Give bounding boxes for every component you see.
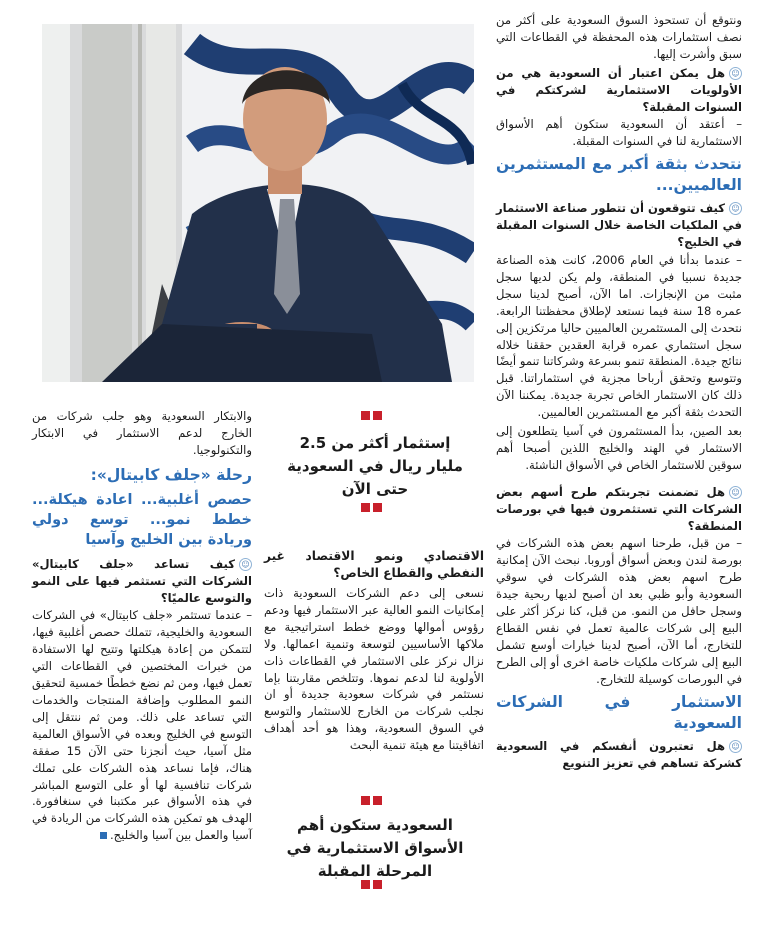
column-left <box>32 408 252 846</box>
red-square-icon <box>373 796 382 805</box>
pull-quote: السعودية ستكون أهم الأسواق الاستثمارية في المرحلة المقبلة <box>286 816 464 880</box>
question-tail: الاقتصادي ونمو الاقتصاد غير النفطي والقطاع الخاص؟ <box>264 549 484 580</box>
section-heading: رحلة «جلف كابيتال»: <box>90 465 252 484</box>
question-bubble-icon: ☺ <box>729 202 742 215</box>
red-square-icon <box>361 411 370 420</box>
red-square-icon <box>373 503 382 512</box>
red-square-icon <box>361 796 370 805</box>
question-text: هل تضمنت تجربتكم طرح أسهم بعض الشركات التي تستثمرون فيها في بورصات المنطقة؟ <box>496 484 742 533</box>
decorative-marks <box>361 796 382 805</box>
question-text: كيف تتوقعون أن تتطور صناعة الاستثمار في الملكيات الخاصة خلال السنوات المقبلة في الخليج؟ <box>496 201 742 250</box>
end-square-icon <box>100 832 107 839</box>
question-bubble-icon: ☺ <box>729 486 742 499</box>
decorative-marks <box>361 503 382 512</box>
answer: – عندما بدأنا في العام 2006، كانت هذه الصناعة جديدة نسبيا في المنطقة، ولم يكن لديها سجل مثبت من الإنجازات. اما الآن، أصبح لدينا سجل عمره 18 سنة فيما نستعد لإطلاق محفظتنا الرابعة. نتحدث إلى المستثمرين العالميين حاليا مرتكزين إلى سجل استثماري عمره قرابة العقدين حققنا خلاله نتائج جيدة. المنطقة تنمو بسرعة وشركاتنا تنمو أيضًا وتتوسع وتحقق أرباحا مجزية في استثماراتنا. قبل ذلك كان الاستثمار الخاص تجربة جديدة. يمكننا الآن التحدث بثقة أكبر مع المستثمرين العالميين. <box>496 252 742 420</box>
question <box>496 484 742 535</box>
section-subheading: حصص أغلبية... اعادة هيكلة... خطط نمو... توسع دولي وريادة بين الخليج وآسيا <box>32 491 252 548</box>
answer: نسعى إلى دعم الشركات السعودية ذات إمكانيات النمو العالية عبر الاستثمار فيها ودعم رؤوس أموالها ووضع خطط استراتيجية مع ملاكها الأساسيين لتوسعة وتنمية اعمالها. ولا نزال نركز على الاستثمار في القطاعات ذات الأولوية لنا لدعم نموها. وتتلخص مقاربتنا بإما نستثمر في شركات سعودية جديدة أو ان نجلب شركات من الخارج للاستثمار والتوسع في السوق السعودية، وهذا هو أحد أهداف اتفاقيتنا مع هيئة تنمية البحث <box>264 586 484 753</box>
question <box>32 556 252 607</box>
answer: بعد الصين، بدأ المستثمرون في آسيا يتطلعون إلى الاستثمار في الهند والخليج اللذين أصبحا أهم سوقين للاستثمار الخاص في الأسواق الناشئة. <box>496 424 742 472</box>
section-heading: الاستثمار في الشركات السعودية <box>496 692 742 732</box>
paragraph: ونتوقع أن تستحوذ السوق السعودية على أكثر من نصف استثمارات هذه المحفظة في القطاعات التي سبق وأشرت إليها. <box>496 13 742 61</box>
decorative-marks <box>361 880 382 889</box>
column-middle <box>264 548 484 756</box>
question <box>496 738 742 772</box>
portrait-illustration <box>42 24 474 382</box>
column-right <box>496 12 742 772</box>
question-text: كيف تساعد «جلف كابيتال» الشركات التي تستثمر فيها على النمو والتوسع عالميًا؟ <box>32 556 252 605</box>
answer: – من قبل، طرحنا اسهم بعض هذه الشركات في بورصة لندن وبعض أسواق أوروبا. نبحث الآن إمكانية طرح اسهم بعض هذه الشركات في سوقي السعودية وأبو ظبي بعد ان أصبح لديها ربحية جيدة وسجل حافل من النمو. من قبل، كنا نركز أكثر على البيع إلى شركات عالمية تعمل في نفس القطاع للتخارج، أما الآن، أصبح لدينا خيارات أوسع تشمل البيع إلى شركات ملكيات خاصة اخرى أو إلى الطرح في البورصات كوسيلة للتخارج. <box>496 536 742 686</box>
red-square-icon <box>373 411 382 420</box>
answer <box>32 607 252 844</box>
portrait-photo <box>42 24 474 382</box>
paragraph: والابتكار السعودية وهو جلب شركات من الخارج لدعم الاستثمار في الابتكار والتكنولوجيا. <box>32 409 252 457</box>
pull-quote: إستثمار أكثر من 2.5 مليار ريال في السعودية حتى الآن <box>287 434 463 498</box>
question-bubble-icon: ☺ <box>239 558 252 571</box>
question-bubble-icon: ☺ <box>729 67 742 80</box>
red-square-icon <box>361 503 370 512</box>
red-square-icon <box>373 880 382 889</box>
decorative-marks <box>361 411 382 420</box>
red-square-icon <box>361 880 370 889</box>
question-text: هل تعتبرون أنفسكم في السعودية كشركة تساهم في تعزيز التنويع <box>496 738 742 770</box>
answer: – أعتقد أن السعودية ستكون أهم الأسواق الاستثمارية لنا في السنوات المقبلة. <box>496 117 742 149</box>
question <box>496 65 742 116</box>
question <box>496 200 742 251</box>
answer-text: – عندما تستثمر «جلف كابيتال» في الشركات السعودية والخليجية، تتملك حصص أغلبية فيها، لتتمكن من إعادة هيكلتها وتتيح لها الاستفادة من خبرات المختصين في القطاعات التي تعمل فيها، ومن ثم نضع خططًا خمسية لتحقيق النمو المطلوب وإضافة المنتجات والخدمات التي تساعد على ذلك. ومن ثم ننتقل إلى التوسع في الخليج وبعده في الأسواق العالمية مثل آسيا، حيث أنجزنا حتى الآن 15 صفقة هناك، فإما نساعد هذه الشركات على تملك شركات تنافسية لها أو على التوسع المباشر في هذه الأسواق عبر مكتبنا في سنغافورة. الهدف هو تمكين هذه الشركات من الريادة في آسيا والعمل بين آسيا والخليج. <box>32 608 253 843</box>
section-heading: نتحدث بثقة أكبر مع المستثمرين العالميين... <box>496 155 742 195</box>
question-text: هل يمكن اعتبار أن السعودية هي من الأولويات الاستثمارية لشركتكم في السنوات المقبلة؟ <box>496 65 742 114</box>
question-bubble-icon: ☺ <box>729 740 742 753</box>
